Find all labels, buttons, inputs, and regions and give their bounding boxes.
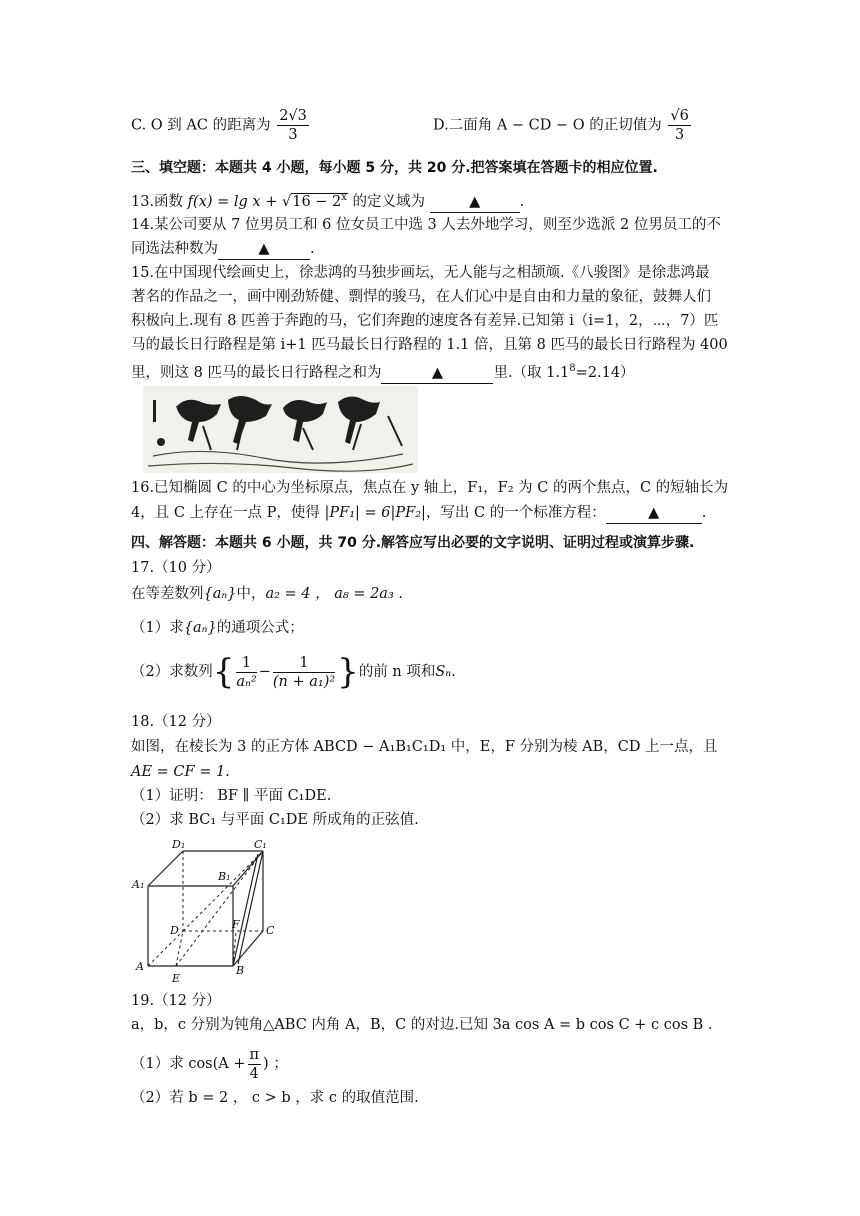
question-16-line1: 16.已知椭圆 C 的中心为坐标原点，焦点在 y 轴上，F₁，F₂ 为 C 的两个焦点，C 的短轴长为: [131, 480, 729, 496]
section-4-heading: 四、解答题：本题共 6 小题，共 70 分.解答应写出必要的文字说明、证明过程或演算步骤.: [131, 535, 695, 551]
question-16-line2: 4，且 C 上存在一点 P，使得 |PF₁| = 6|PF₂|，写出 C 的一个标准方程： ▲ .: [131, 503, 706, 524]
eight-horses-painting: [143, 386, 418, 473]
label-a1: A₁: [132, 878, 145, 891]
q12-option-d-fraction: $\frac{√6}{3}$: [670, 108, 689, 143]
q12-option-c: [131, 107, 311, 144]
question-15-line1: 15.在中国现代绘画史上，徐悲鸿的马独步画坛，无人能与之相颉颃.《八骏图》是徐悲鸿最: [131, 265, 710, 281]
label-d: D: [170, 924, 179, 937]
q17-fraction-1: $\frac{1}{\text{aₙ²}}$: [236, 654, 257, 690]
question-13: 13.函数 $f(x) = \lg x + √16 - 2^x$ 的定义域为 ▲ .: [131, 188, 524, 213]
question-18-part1: （1）证明： BF ∥ 平面 C₁DE.: [131, 788, 332, 804]
label-d1: D₁: [172, 838, 186, 851]
question-15-line4: 马的最长日行路程是第 i+1 匹马最长日行路程的 1.1 倍，且第 8 匹马的最长日行路程为 400: [131, 337, 728, 353]
q12-option-c-fraction: $\frac{2√3}{3}$: [279, 108, 307, 143]
question-15-line3: 积极向上.现有 8 匹善于奔跑的马，它们奔跑的速度各有差异.已知第 i（i=1，2，⋯，7）匹: [131, 313, 719, 329]
q17-fraction-2: $\frac{1}{\text{(n + a₁)²}}$: [272, 654, 336, 690]
label-a: A: [136, 960, 144, 973]
question-17-header: 17.（10 分）: [131, 560, 221, 576]
question-17-part2: （2）求数列{ $\frac{1}{\text{aₙ²}}$ − $\frac{1}{\text{(n + a₁)²}}$ }的前 n 项和Sₙ.: [131, 652, 456, 692]
q12-option-c-text: C. O 到 AC 的距离为: [131, 117, 271, 134]
question-18-part2: （2）求 BC₁ 与平面 C₁DE 所成角的正弦值.: [131, 812, 419, 828]
section-3-heading: 三、填空题：本题共 4 小题，每小题 5 分，共 20 分.把答案填在答题卡的相应位置.: [131, 160, 658, 176]
label-e: E: [172, 972, 181, 985]
q13-function: f(x) = lg x +: [187, 193, 278, 210]
question-18-line1: 如图，在棱长为 3 的正方体 ABCD − A₁B₁C₁D₁ 中，E，F 分别为棱 AB，CD 上一点，且: [131, 739, 718, 755]
q14-answer-blank: ▲: [218, 239, 310, 260]
question-15-line2: 著名的作品之一，画中刚劲矫健、剽悍的骏马，在人们心中是自由和力量的象征，鼓舞人们: [131, 289, 711, 305]
question-18-line2: AE = CF = 1.: [131, 764, 230, 780]
question-18-header: 18.（12 分）: [131, 714, 221, 730]
q19-pi-over-4: $\frac{\pi}{4}$: [249, 1046, 260, 1082]
question-15-line5: 里，则这 8 匹马的最长日行路程之和为 ▲ 里.（取 $1.1^8=2.14$）: [131, 359, 635, 384]
label-b1: B₁: [218, 870, 231, 883]
q16-answer-blank: ▲: [606, 503, 702, 524]
q13-radical: $16 - 2^x$: [292, 192, 347, 210]
q12-option-d: [433, 107, 693, 144]
question-14-line2: 同选法种数为 ▲ .: [131, 239, 315, 260]
q12-option-d-text: D.二面角 A − CD − O 的正切值为: [433, 117, 662, 134]
q13-answer-blank: ▲: [430, 192, 520, 213]
q15-answer-blank: ▲: [381, 363, 493, 384]
label-f: F: [232, 918, 240, 931]
question-17-condition: 在等差数列{aₙ}中，a₂ = 4 ， a₈ = 2a₃ .: [131, 586, 403, 602]
question-19-part1: （1）求 cos(A + $\frac{\pi}{4}$ ) ；: [131, 1046, 288, 1082]
cube-figure: [128, 836, 283, 986]
question-14-line1: 14.某公司要从 7 位男员工和 6 位女员工中选 3 人去外地学习，则至少选派 2 位男员工的不: [131, 217, 721, 233]
question-19-part2: （2）若 b = 2 ， c > b ，求 c 的取值范围.: [131, 1090, 419, 1106]
label-c1: C₁: [254, 838, 267, 851]
q16-equation: |PF₁| = 6|PF₂|: [324, 505, 426, 521]
label-b: B: [236, 964, 245, 977]
question-19-header: 19.（12 分）: [131, 993, 221, 1009]
question-19-line1: a，b，c 分别为钝角△ABC 内角 A，B，C 的对边.已知 3a cos A = b cos C + c cos B .: [131, 1017, 713, 1033]
label-c: C: [266, 924, 275, 937]
question-17-part1: （1）求{aₙ}的通项公式；: [131, 620, 304, 636]
